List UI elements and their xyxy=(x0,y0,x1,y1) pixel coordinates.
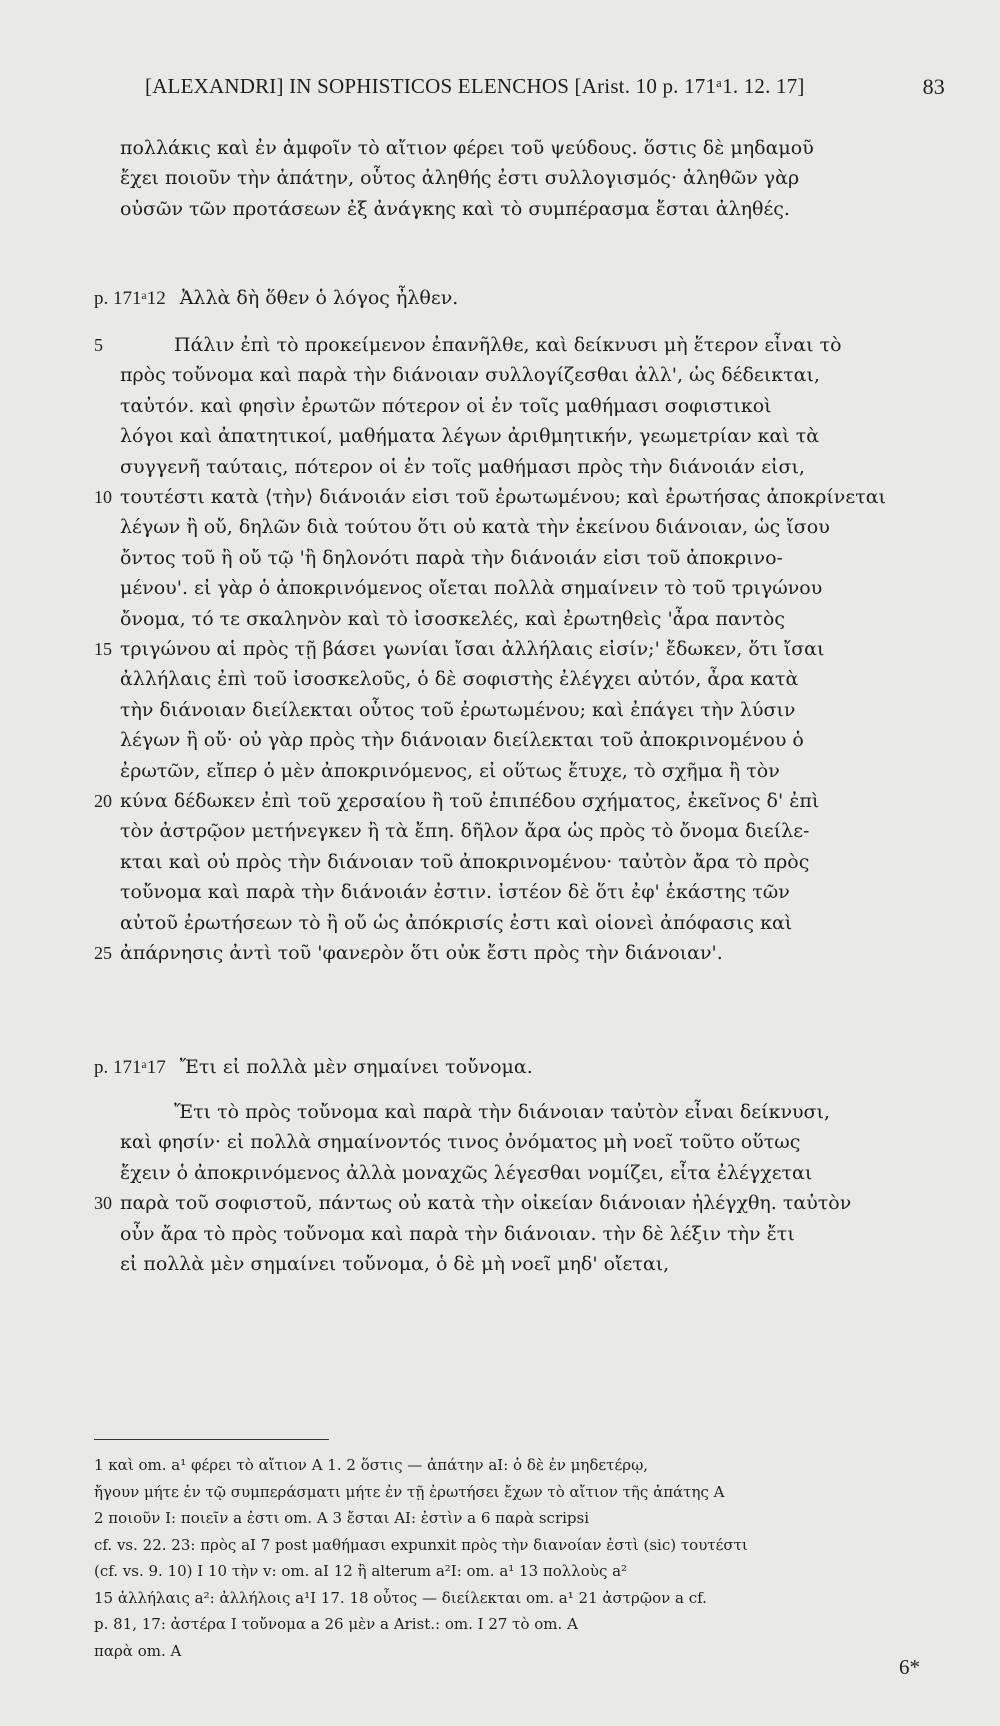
text-line: ἔχει ποιοῦν τὴν ἀπάτην, οὗτος ἀληθής ἐστι συλλογισμός· ἀληθῶν γὰρ xyxy=(120,167,800,189)
lemma-reference: p. 171ᵃ12 xyxy=(94,288,166,309)
text-line: λέγων ἢ οὔ· οὐ γὰρ πρὸς τὴν διάνοιαν διείλεκται τοῦ ἀποκρινομένου ὁ xyxy=(120,729,804,751)
line-number: 30 xyxy=(94,1193,112,1213)
text-line: λέγων ἢ οὔ, δηλῶν διὰ τούτου ὅτι οὐ κατὰ τὴν ἐκείνου διάνοιαν, ὡς ἴσου xyxy=(120,516,830,538)
text-line: συγγενῆ ταύταις, πότερον οἱ ἐν τοῖς μαθήμασι πρὸς τὴν διάνοιάν εἰσι, xyxy=(120,456,805,478)
text-line: κύνα δέδωκεν ἐπὶ τοῦ χερσαίου ἢ τοῦ ἐπιπέδου σχήματος, ἐκεῖνος δ' ἐπὶ xyxy=(120,790,820,812)
footnote-divider xyxy=(94,1439,329,1440)
lemma-text: Ἀλλὰ δὴ ὅθεν ὁ λόγος ἦλθεν. xyxy=(179,287,459,309)
text-line: καὶ φησίν· εἰ πολλὰ σημαίνοντός τινος ὀνόματος μὴ νοεῖ τοῦτο οὕτως xyxy=(120,1131,801,1153)
text-line: τὸν ἀστρῷον μετήνεγκεν ἢ τὰ ἔπη. δῆλον ἄρα ὡς πρὸς τὸ ὄνομα διείλε- xyxy=(120,820,810,842)
page-number: 83 xyxy=(922,74,945,99)
text-line: εἰ πολλὰ μὲν σημαίνει τοὔνομα, ὁ δὲ μὴ νοεῖ μηδ' οἴεται, xyxy=(120,1253,670,1275)
text-line: οὐσῶν τῶν προτάσεων ἐξ ἀνάγκης καὶ τὸ συμπέρασμα ἔσται ἀληθές. xyxy=(120,198,790,220)
line-number: 20 xyxy=(94,791,112,811)
text-line: Ἔτι τὸ πρὸς τοὔνομα καὶ παρὰ τὴν διάνοιαν ταὐτὸν εἶναι δείκνυσι, xyxy=(174,1101,831,1123)
lemma-heading xyxy=(94,283,894,314)
apparatus-line: ἤγουν μήτε ἐν τῷ συμπεράσματι μήτε ἐν τῇ ἐρωτήσει ἔχων τὸ αἴτιον τῆς ἀπάτης A xyxy=(94,1482,725,1501)
apparatus-line: p. 81, 17: ἀστέρα I τοὔνομα a 26 μὲν a Arist.: om. I 27 τὸ om. A xyxy=(94,1615,578,1633)
text-line: παρὰ τοῦ σοφιστοῦ, πάντως οὐ κατὰ τὴν οἰκείαν διάνοιαν ἠλέγχθη. ταὐτὸν xyxy=(120,1192,852,1214)
line-number: 25 xyxy=(94,943,112,963)
text-line: κται καὶ οὐ πρὸς τὴν διάνοιαν τοῦ ἀποκρινομένου· ταὐτὸν ἄρα τὸ πρὸς xyxy=(120,851,810,873)
apparatus-line: 2 ποιοῦν I: ποιεῖν a ἐστι om. A 3 ἔσται AI: ἐστὶν a 6 παρὰ scripsi xyxy=(94,1509,590,1527)
lemma-heading xyxy=(94,1052,894,1083)
running-header xyxy=(145,74,945,99)
text-line: ἔχειν ὁ ἀποκρινόμενος ἀλλὰ μοναχῶς λέγεσθαι νομίζει, εἶτα ἐλέγχεται xyxy=(120,1162,813,1184)
line-number: 10 xyxy=(94,487,112,507)
text-line: ἀλλήλαις ἐπὶ τοῦ ἰσοσκελοῦς, ὁ δὲ σοφιστὴς ἐλέγχει αὐτόν, ἆρα κατὰ xyxy=(120,668,799,690)
line-number: 15 xyxy=(94,639,112,659)
apparatus-line: παρὰ om. A xyxy=(94,1641,182,1660)
text-line: ὄνομα, τό τε σκαληνὸν καὶ τὸ ἰσοσκελές, καὶ ἐρωτηθεὶς 'ἆρα παντὸς xyxy=(120,608,785,630)
text-line: πολλάκις καὶ ἐν ἀμφοῖν τὸ αἴτιον φέρει τοῦ ψεύδους. ὅστις δὲ μηδαμοῦ xyxy=(120,137,814,159)
running-title: [ALEXANDRI] IN SOPHISTICOS ELENCHOS [Arist. 10 p. 171ᵃ1. 12. 17] xyxy=(145,74,805,98)
lemma-reference: p. 171ᵃ17 xyxy=(94,1057,166,1078)
text-line: τοὔνομα καὶ παρὰ τὴν διάνοιάν ἐστιν. ἰστέον δὲ ὅτι ἐφ' ἑκάστης τῶν xyxy=(120,881,790,903)
printer-signature: 6* xyxy=(899,1655,920,1679)
text-line: ἀπάρνησις ἀντὶ τοῦ 'φανερὸν ὅτι οὐκ ἔστι πρὸς τὴν διάνοιαν'. xyxy=(120,942,723,964)
text-line: αὐτοῦ ἐρωτήσεων τὸ ἢ οὔ ὡς ἀπόκρισίς ἐστι καὶ οἱονεὶ ἀπόφασις καὶ xyxy=(120,912,793,934)
apparatus-line: cf. vs. 22. 23: πρὸς aI 7 post μαθήμασι expunxit πρὸς τὴν διανοίαν ἐστὶ (sic) τουτέστι xyxy=(94,1535,748,1554)
lemma-text: Ἔτι εἰ πολλὰ μὲν σημαίνει τοὔνομα. xyxy=(179,1056,533,1078)
line-number: 5 xyxy=(94,335,103,355)
text-line: μένου'. εἰ γὰρ ὁ ἀποκρινόμενος οἴεται πολλὰ σημαίνειν τὸ τοῦ τριγώνου xyxy=(120,577,823,599)
text-line: λόγοι καὶ ἀπατητικοί, μαθήματα λέγων ἀριθμητικήν, γεωμετρίαν καὶ τὰ xyxy=(120,425,820,447)
text-line: ἐρωτῶν, εἴπερ ὁ μὲν ἀποκρινόμενος, εἰ οὕτως ἔτυχε, τὸ σχῆμα ἢ τὸν xyxy=(120,760,780,782)
text-line: ὄντος τοῦ ἢ οὔ τῷ 'ἢ δηλονότι παρὰ τὴν διάνοιάν εἰσι τοῦ ἀποκρινο- xyxy=(120,547,783,569)
apparatus-line: (cf. vs. 9. 10) I 10 τὴν v: om. aI 12 ἢ alterum a²I: om. a¹ 13 πολλοὺς a² xyxy=(94,1562,628,1580)
text-line: Πάλιν ἐπὶ τὸ προκείμενον ἐπανῆλθε, καὶ δείκνυσι μὴ ἕτερον εἶναι τὸ xyxy=(174,334,842,356)
text-line: τὴν διάνοιαν διείλεκται οὗτος τοῦ ἐρωτωμένου; καὶ ἐπάγει τὴν λύσιν xyxy=(120,699,796,721)
text-line: πρὸς τοὔνομα καὶ παρὰ τὴν διάνοιαν συλλογίζεσθαι ἀλλ', ὡς δέδεικται, xyxy=(120,364,820,386)
text-line: τριγώνου αἱ πρὸς τῇ βάσει γωνίαι ἴσαι ἀλλήλαις εἰσίν;' ἔδωκεν, ὅτι ἴσαι xyxy=(120,638,825,660)
text-line: οὖν ἄρα τὸ πρὸς τοὔνομα καὶ παρὰ τὴν διάνοιαν. τὴν δὲ λέξιν τὴν ἔτι xyxy=(120,1223,795,1245)
apparatus-line: 15 ἀλλήλαις a²: ἀλλήλοις a¹I 17. 18 οὗτος — διείλεκται om. a¹ 21 ἀστρῷον a cf. xyxy=(94,1588,707,1607)
text-line: ταὐτόν. καὶ φησὶν ἐρωτῶν πότερον οἱ ἐν τοῖς μαθήμασι σοφιστικοὶ xyxy=(120,395,772,417)
text-line: τουτέστι κατὰ ⟨τὴν⟩ διάνοιάν εἰσι τοῦ ἐρωτωμένου; καὶ ἐρωτήσας ἀποκρίνεται xyxy=(120,486,886,508)
apparatus-line: 1 καὶ om. a¹ φέρει τὸ αἴτιον A 1. 2 ὅστις — ἀπάτην aI: ὁ δὲ ἐν μηδετέρῳ, xyxy=(94,1456,649,1474)
